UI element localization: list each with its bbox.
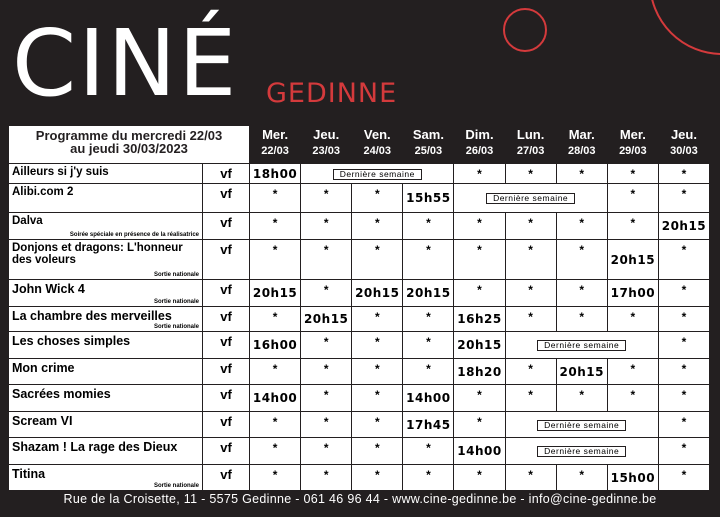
day-date: 25/03 [414,145,443,157]
no-screening-cell: * [658,359,709,385]
day-header [505,126,556,164]
film-row [9,385,710,412]
no-screening-cell: * [403,359,454,385]
no-screening-cell: * [658,385,709,412]
film-title-cell [9,438,203,465]
no-screening-cell: * [556,213,607,240]
logo-gedinne: GEDINNE [266,78,398,109]
no-screening-cell: * [505,213,556,240]
film-row [9,164,710,184]
no-screening-cell: * [607,359,658,385]
film-row [9,465,710,491]
language: vf [203,184,250,213]
no-screening-cell: * [301,184,352,213]
no-screening-cell: * [556,280,607,307]
film-title: Ailleurs si j'y suis [12,166,109,178]
no-screening-cell: * [556,465,607,491]
language: vf [203,307,250,332]
film-title: Mon crime [12,361,75,375]
day-date: 23/03 [312,145,340,157]
no-screening-cell: * [352,184,403,213]
showtime-cell: 18h20 [454,359,505,385]
logo-cine: CINÉ [12,10,239,117]
showtime-cell: 18h00 [250,164,301,184]
day-header [454,126,505,164]
no-screening-cell: * [403,240,454,280]
day-date: 27/03 [516,145,545,157]
no-screening-cell: * [301,385,352,412]
language: vf [203,164,250,184]
language: vf [203,412,250,438]
last-week-badge: Dernière semaine [537,446,626,457]
no-screening-cell: * [556,307,607,332]
day-header [658,126,709,164]
last-week-cell [505,438,658,465]
showtime-cell: 20h15 [352,280,403,307]
programme-title-line1: Programme du mercredi 22/03 [35,128,223,143]
language: vf [203,385,250,412]
header-row [9,126,710,164]
footer-contact: Rue de la Croisette, 11 - 5575 Gedinne - 061 46 96 44 - www.cine-gedinne.be - info@cine-gedinne.be [63,492,657,506]
no-screening-cell: * [607,307,658,332]
language: vf [203,280,250,307]
showtime-cell: 15h00 [607,465,658,491]
no-screening-cell: * [454,164,505,184]
no-screening-cell: * [607,164,658,184]
day-date: 22/03 [261,145,289,157]
no-screening-cell: * [250,307,301,332]
no-screening-cell: * [505,164,556,184]
showtime-cell: 15h55 [403,184,454,213]
day-header [301,126,352,164]
film-title: Shazam ! La rage des Dieux [12,440,178,454]
film-title-cell [9,359,203,385]
no-screening-cell: * [301,280,352,307]
no-screening-cell: * [301,213,352,240]
programme-title-line2: au jeudi 30/03/2023 [70,141,188,156]
film-title: Titina [12,467,46,481]
no-screening-cell: * [301,359,352,385]
showtime-cell: 20h15 [250,280,301,307]
no-screening-cell: * [301,240,352,280]
no-screening-cell: * [505,359,556,385]
no-screening-cell: * [403,332,454,359]
language: vf [203,359,250,385]
showtime-cell: 17h45 [403,412,454,438]
last-week-badge: Dernière semaine [333,169,422,180]
day-date: 30/03 [670,145,698,157]
film-note: Sortie nationale [153,299,199,305]
no-screening-cell: * [505,240,556,280]
film-row [9,332,710,359]
no-screening-cell: * [403,465,454,491]
film-row [9,307,710,332]
film-row [9,213,710,240]
no-screening-cell: * [658,280,709,307]
showtime-cell: 20h15 [607,240,658,280]
showtime-cell: 20h15 [403,280,454,307]
showtime-cell: 14h00 [250,385,301,412]
no-screening-cell: * [658,240,709,280]
no-screening-cell: * [658,307,709,332]
programme-title [9,126,250,164]
film-row [9,240,710,280]
day-header [556,126,607,164]
film-title-cell [9,307,203,332]
language: vf [203,332,250,359]
film-title-cell [9,412,203,438]
language: vf [203,465,250,491]
no-screening-cell: * [403,307,454,332]
day-header [403,126,454,164]
day-date: 28/03 [567,145,596,157]
day-name: Lun. [516,127,545,142]
film-title-cell [9,240,203,280]
film-title: Dalva [12,215,43,227]
film-title-cell [9,213,203,240]
day-date: 24/03 [363,145,392,157]
film-title-cell [9,465,203,491]
no-screening-cell: * [658,412,709,438]
showtime-cell: 20h15 [658,213,709,240]
film-title: Donjons et dragons: L'honneur des voleurs [12,242,183,266]
film-title: John Wick 4 [12,282,85,296]
film-title-cell [9,184,203,213]
last-week-badge: Dernière semaine [486,193,575,204]
no-screening-cell: * [250,213,301,240]
no-screening-cell: * [352,213,403,240]
day-header [607,126,658,164]
programme-table [8,125,710,491]
no-screening-cell: * [352,240,403,280]
day-name: Mer. [262,127,289,142]
header [0,0,720,125]
film-title: La chambre des merveilles [12,309,172,323]
film-title-cell [9,280,203,307]
film-title-cell [9,332,203,359]
no-screening-cell: * [556,385,607,412]
showtime-cell: 14h00 [454,438,505,465]
day-date: 29/03 [619,145,647,157]
no-screening-cell: * [301,412,352,438]
showtime-cell: 20h15 [556,359,607,385]
film-title: Scream VI [12,414,73,428]
last-week-badge: Dernière semaine [537,340,626,351]
no-screening-cell: * [403,438,454,465]
no-screening-cell: * [505,465,556,491]
programme-body [9,164,710,491]
no-screening-cell: * [454,465,505,491]
no-screening-cell: * [250,412,301,438]
day-date: 26/03 [465,145,494,157]
no-screening-cell: * [658,332,709,359]
language: vf [203,213,250,240]
film-note: Soirée spéciale en présence de la réalisatrice [69,232,199,238]
no-screening-cell: * [454,213,505,240]
no-screening-cell: * [301,438,352,465]
no-screening-cell: * [454,280,505,307]
film-title: Sacrées momies [12,387,111,401]
film-row [9,280,710,307]
no-screening-cell: * [607,213,658,240]
day-header [352,126,403,164]
day-name: Jeu. [670,127,697,142]
showtime-cell: 16h25 [454,307,505,332]
no-screening-cell: * [505,385,556,412]
day-header [250,126,301,164]
no-screening-cell: * [352,359,403,385]
no-screening-cell: * [556,164,607,184]
showtime-cell: 20h15 [301,307,352,332]
last-week-cell [301,164,454,184]
language: vf [203,240,250,280]
no-screening-cell: * [352,307,403,332]
no-screening-cell: * [607,385,658,412]
showtime-cell: 14h00 [403,385,454,412]
film-row [9,359,710,385]
no-screening-cell: * [658,184,709,213]
film-title: Alibi.com 2 [12,186,74,198]
no-screening-cell: * [352,412,403,438]
no-screening-cell: * [250,184,301,213]
no-screening-cell: * [301,465,352,491]
no-screening-cell: * [454,412,505,438]
no-screening-cell: * [556,240,607,280]
film-note: Sortie nationale [153,324,199,330]
no-screening-cell: * [454,240,505,280]
no-screening-cell: * [658,438,709,465]
last-week-badge: Dernière semaine [537,420,626,431]
showtime-cell: 20h15 [454,332,505,359]
film-title: Les choses simples [12,334,131,348]
no-screening-cell: * [505,307,556,332]
no-screening-cell: * [250,240,301,280]
no-screening-cell: * [403,213,454,240]
film-row [9,184,710,213]
day-name: Ven. [363,127,391,142]
day-name: Dim. [465,127,494,142]
no-screening-cell: * [250,359,301,385]
no-screening-cell: * [352,332,403,359]
no-screening-cell: * [250,465,301,491]
film-title-cell [9,164,203,184]
film-note: Sortie nationale [153,272,199,278]
film-note: Sortie nationale [153,483,199,489]
no-screening-cell: * [250,438,301,465]
last-week-cell [505,332,658,359]
no-screening-cell: * [352,438,403,465]
no-screening-cell: * [505,280,556,307]
film-row [9,412,710,438]
no-screening-cell: * [658,164,709,184]
language: vf [203,438,250,465]
showtime-cell: 16h00 [250,332,301,359]
last-week-cell [505,412,658,438]
no-screening-cell: * [658,465,709,491]
no-screening-cell: * [301,332,352,359]
no-screening-cell: * [352,385,403,412]
last-week-cell [454,184,607,213]
day-name: Sam. [412,127,444,142]
showtime-cell: 17h00 [607,280,658,307]
no-screening-cell: * [607,184,658,213]
film-row [9,438,710,465]
day-name: Mer. [619,127,646,142]
day-name: Jeu. [313,127,340,142]
film-title-cell [9,385,203,412]
no-screening-cell: * [454,385,505,412]
no-screening-cell: * [352,465,403,491]
day-name: Mar. [568,127,595,142]
